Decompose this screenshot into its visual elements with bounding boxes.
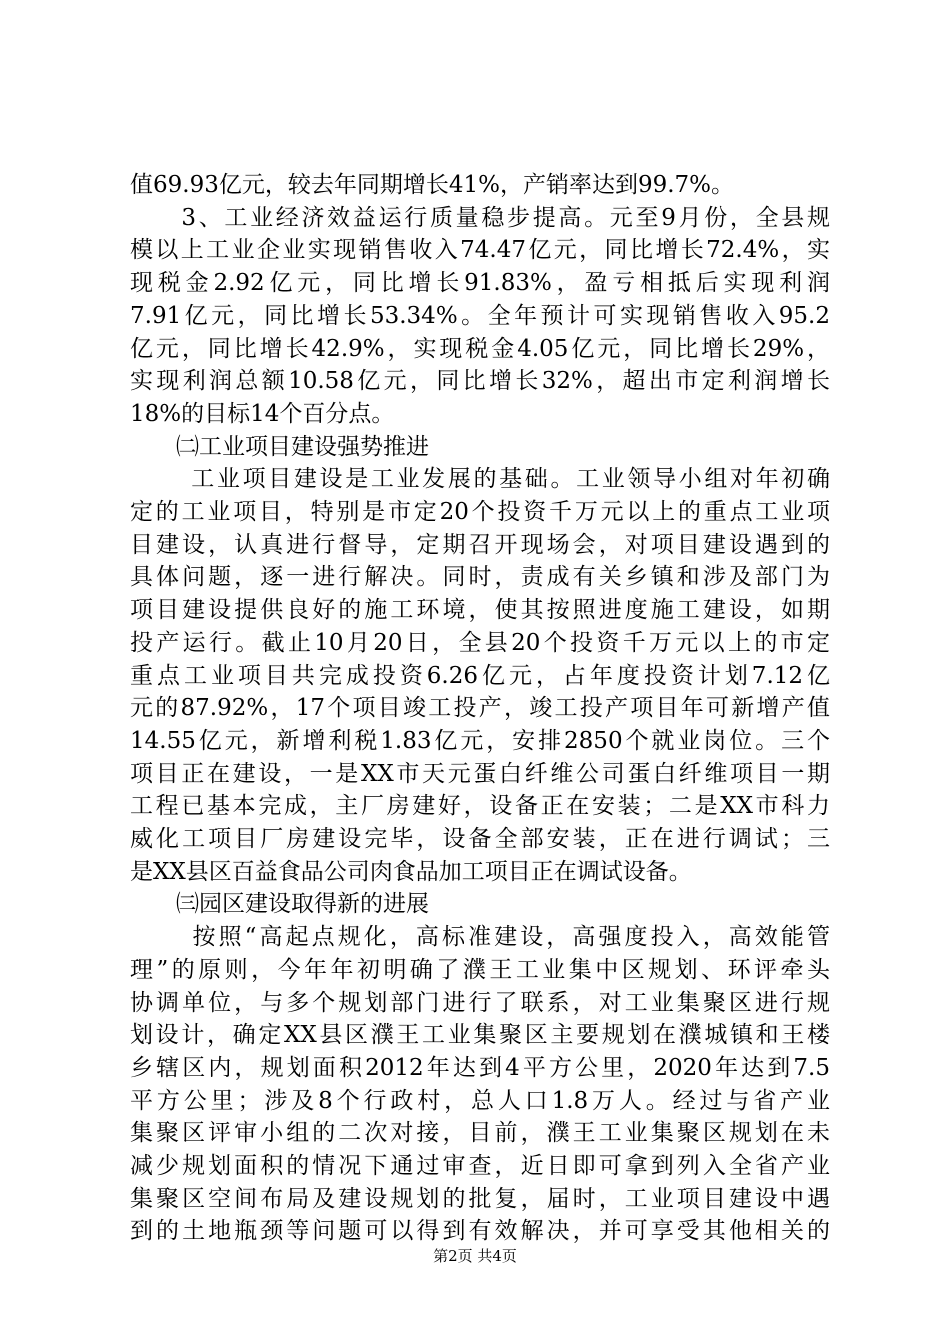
text-line: 7.91亿元，同比增长53.34%。全年预计可实现销售收入95.2	[130, 302, 830, 329]
text-line: 亿元，同比增长42.9%，实现税金4.05亿元，同比增长29%，	[130, 335, 830, 362]
text-line: 项目建设提供良好的施工环境，使其按照进度施工建设，如期	[130, 597, 830, 624]
text-line: ㈢园区建设取得新的进展	[130, 891, 429, 918]
text-line: 18%的目标14个百分点。	[130, 400, 395, 427]
text-line: 集聚区评审小组的二次对接，目前，濮王工业集聚区规划在未	[130, 1120, 830, 1147]
text-line: 集聚区空间布局及建设规划的批复，届时，工业项目建设中遇	[130, 1185, 830, 1212]
text-line: 威化工项目厂房建设完毕，设备全部安装，正在进行调试；三	[130, 826, 830, 852]
page-footer: 第2页 共4页	[433, 1247, 517, 1265]
text-line: 元的87.92%，17个项目竣工投产，竣工投产项目年可新增产值	[130, 695, 830, 722]
text-line: 平方公里；涉及8个行政村，总人口1.8万人。经过与省产业	[130, 1087, 830, 1114]
text-line: 划设计，确定XX县区濮王工业集聚区主要规划在濮城镇和王楼	[130, 1022, 830, 1049]
text-line: 3、工业经济效益运行质量稳步提高。元至9月份，全县规	[130, 204, 830, 231]
text-line: 具体问题，逐一进行解决。同时，责成有关乡镇和涉及部门为	[130, 564, 830, 591]
text-line: 投产运行。截止10月20日，全县20个投资千万元以上的市定	[130, 629, 830, 656]
text-line: 工业项目建设是工业发展的基础。工业领导小组对年初确	[130, 466, 830, 493]
text-line: ㈡工业项目建设强势推进	[130, 433, 429, 460]
text-line: 协调单位，与多个规划部门进行了联系，对工业集聚区进行规	[130, 989, 830, 1016]
text-line: 减少规划面积的情况下通过审查，近日即可拿到列入全省产业	[130, 1153, 830, 1179]
text-line: 值69.93亿元，较去年同期增长41%，产销率达到99.7%。	[130, 172, 735, 198]
text-line: 到的土地瓶颈等问题可以得到有效解决，并可享受其他相关的	[130, 1218, 830, 1245]
text-line: 理”的原则，今年年初明确了濮王工业集中区规划、环评牵头	[130, 956, 830, 983]
text-line: 工程已基本完成，主厂房建好，设备正在安装；二是XX市科力	[130, 793, 830, 820]
text-line: 按照“高起点规化，高标准建设，高强度投入，高效能管	[130, 924, 830, 951]
text-line: 14.55亿元，新增利税1.83亿元，安排2850个就业岗位。三个	[130, 727, 830, 754]
text-line: 模以上工业企业实现销售收入74.47亿元，同比增长72.4%，实	[130, 237, 830, 264]
text-line: 定的工业项目，特别是市定20个投资千万元以上的重点工业项	[130, 499, 830, 525]
text-line: 现税金2.92亿元，同比增长91.83%，盈亏相抵后实现利润	[130, 270, 830, 297]
text-line: 是XX县区百益食品公司肉食品加工项目正在调试设备。	[130, 858, 692, 885]
text-line: 项目正在建设，一是XX市天元蛋白纤维公司蛋白纤维项目一期	[130, 760, 830, 787]
text-line: 实现利润总额10.58亿元，同比增长32%，超出市定利润增长	[130, 368, 830, 395]
text-line: 目建设，认真进行督导，定期召开现场会，对项目建设遇到的	[130, 531, 830, 558]
text-line: 乡辖区内，规划面积2012年达到4平方公里，2020年达到7.5	[130, 1054, 830, 1081]
text-line: 重点工业项目共完成投资6.26亿元，占年度投资计划7.12亿	[130, 662, 830, 689]
